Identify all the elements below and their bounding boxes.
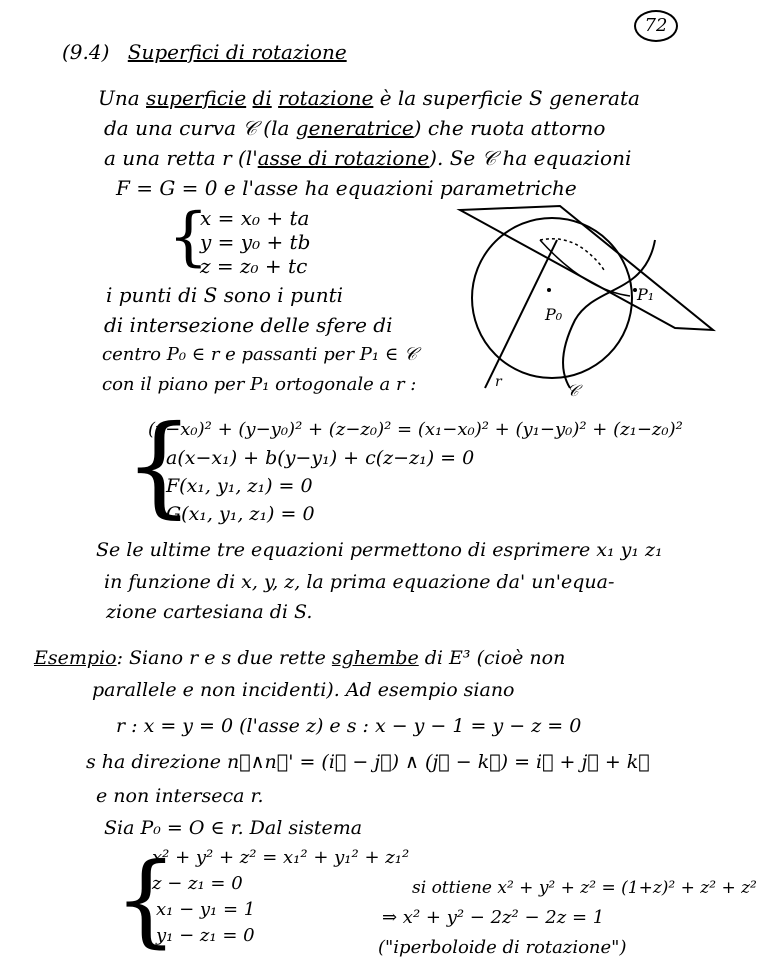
label-p1: P₁	[637, 285, 655, 304]
orthogonal-plane	[460, 206, 713, 330]
sia-line: Sia P₀ = O ∈ r. Dal sistema	[104, 817, 363, 839]
label-c: 𝒞	[567, 381, 579, 400]
system-eq-3: F(x₁, y₁, z₁) = 0	[166, 475, 313, 497]
not-intersect-line: e non interseca r.	[96, 785, 264, 807]
points-line-1: i punti di S sono i punti	[106, 283, 344, 307]
after-line-2: in funzione di x, y, z, la prima equazione da' un'equa-	[104, 571, 615, 593]
param-brace: {	[168, 200, 209, 274]
after-line-3: zione cartesiana di S.	[106, 601, 313, 623]
system2-eq-4: y₁ − z₁ = 0	[156, 925, 255, 946]
example-label: Esempio	[34, 647, 117, 669]
system2-brace: {	[114, 841, 178, 958]
intro-line-4: F = G = 0 e l'asse ha equazioni parametriche	[116, 176, 577, 200]
param-eq-x: x = x₀ + ta	[200, 206, 310, 230]
rotation-figure	[455, 200, 715, 400]
after-line-1: Se le ultime tre equazioni permettono di esprimere x₁ y₁ z₁	[96, 539, 663, 561]
param-eq-y: y = y₀ + tb	[200, 230, 311, 254]
system2-eq-2: z − z₁ = 0	[152, 873, 243, 894]
label-r: r	[495, 374, 502, 390]
result-line-2: ⇒ x² + y² − 2z² − 2z = 1	[382, 907, 605, 928]
sphere-circle	[472, 218, 632, 378]
direction-line: s ha direzione n⃗∧n⃗' = (i⃗ − j⃗) ∧ (j⃗ − k⃗) = i⃗ + j⃗ + k⃗	[86, 751, 650, 773]
page-number: 72	[634, 10, 678, 42]
result-line-1: si ottiene x² + y² + z² = (1+z)² + z² + z²	[412, 878, 757, 898]
example-line-1: Esempio: Siano r e s due rette sghembe di E³ (cioè non	[34, 647, 566, 669]
param-eq-z: z = z₀ + tc	[200, 254, 308, 278]
section-title: Superfici di rotazione	[127, 40, 347, 64]
intro-line-1: Una superficie di rotazione è la superficie S generata	[98, 86, 640, 110]
points-line-4: con il piano per P₁ ortogonale a r :	[102, 374, 417, 395]
intro-line-3: a una retta r (l'asse di rotazione). Se 𝒞 ha equazioni	[104, 146, 632, 170]
p0-dot	[547, 288, 551, 292]
example-line-2: parallele e non incidenti). Ad esempio siano	[92, 679, 515, 701]
points-line-2: di intersezione delle sfere di	[104, 313, 393, 337]
system-eq-4: G(x₁, y₁, z₁) = 0	[166, 503, 315, 525]
system2-eq-3: x₁ − y₁ = 1	[156, 899, 256, 920]
system-eq-2: a(x−x₁) + b(y−y₁) + c(z−z₁) = 0	[166, 447, 475, 469]
system-eq-1: (x−x₀)² + (y−y₀)² + (z−z₀)² = (x₁−x₀)² + (y₁−y₀)² + (z₁−z₀)²	[148, 419, 683, 440]
generatrix-curve	[563, 240, 655, 388]
system-brace: {	[124, 401, 194, 529]
points-line-3: centro P₀ ∈ r e passanti per P₁ ∈ 𝒞	[102, 344, 417, 365]
result-line-3: ("iperboloide di rotazione")	[378, 937, 627, 958]
intro-line-2: da una curva 𝒞 (la generatrice) che ruota attorno	[104, 116, 606, 140]
system2-eq-1: x² + y² + z² = x₁² + y₁² + z₁²	[152, 847, 410, 868]
label-p0: P₀	[545, 305, 563, 324]
lines-definition: r : x = y = 0 (l'asse z) e s : x − y − 1 = y − z = 0	[116, 715, 582, 737]
section-heading	[62, 40, 347, 64]
section-number: (9.4)	[62, 40, 110, 64]
